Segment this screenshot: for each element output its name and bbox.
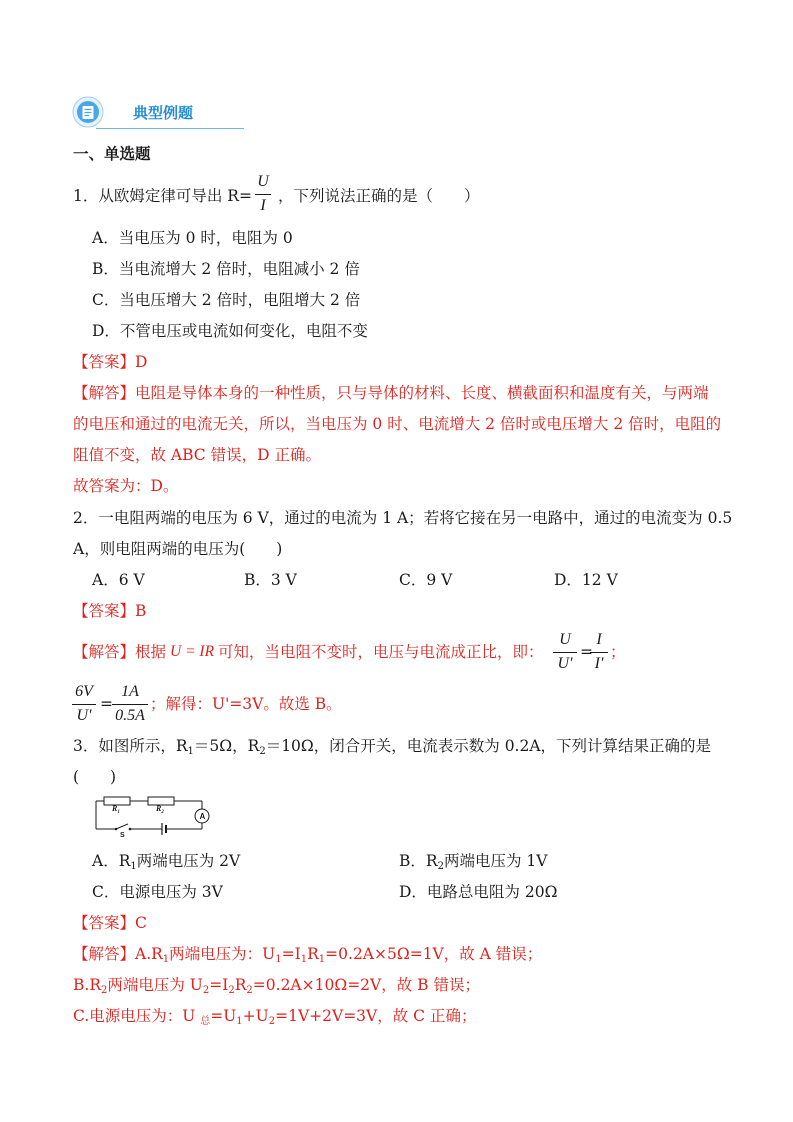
- q2-ratio-d2: I': [594, 655, 604, 672]
- q2-ratio2-n2: 1A: [121, 683, 139, 700]
- ammeter-label: A: [199, 812, 206, 821]
- r1-label: $R_1$: [112, 804, 120, 815]
- q1-explain-line-2: 的电压和通过的电流无关，所以，当电压为 0 时、电流增大 2 倍时或电压增大 2 倍时，电阻的: [73, 415, 722, 433]
- q2-ratio-tail: ；: [610, 643, 626, 661]
- q1-option-a: A．当电压为 0 时，电阻为 0: [92, 229, 293, 247]
- q2-explain-b: 可知，当电阻不变时，电压与电流成正比，即：: [218, 643, 544, 661]
- r2-label: $R_2$: [156, 804, 164, 815]
- circuit-diagram: [90, 793, 220, 837]
- q1-answer: 【答案】D: [73, 353, 148, 371]
- q1-option-d: D．不管电压或电流如何变化，电阻不变: [92, 322, 368, 340]
- q2-stem-line-2: A，则电阻两端的电压为( ): [73, 540, 283, 558]
- q2-stem-line-1: 2．一电阻两端的电压为 6 V，通过的电流为 1 A；若将它接在另一电路中，通过的电流变为 0.5: [73, 509, 733, 527]
- q3-option-c: C．电源电压为 3V: [92, 883, 223, 901]
- q1-final-answer: 故答案为：D。: [73, 477, 179, 495]
- q2-ratio2-n1: 6V: [75, 683, 93, 700]
- q2-ratio2-line2: [112, 704, 148, 705]
- q3-stem-line-2: ( ): [73, 768, 117, 786]
- q2-ratio-line1: [553, 652, 577, 653]
- q2-explain-formula: U = IR: [170, 643, 215, 660]
- q1-option-c: C．当电压增大 2 倍时，电阻增大 2 倍: [92, 291, 361, 309]
- q2-ratio2-d2: 0.5A: [115, 707, 145, 724]
- q2-result: ；解得：U'=3V。故选 B。: [150, 695, 342, 713]
- q2-ratio2-d1: U': [76, 707, 92, 724]
- switch-label: S: [120, 832, 125, 837]
- q3-option-d: D．电路总电阻为 20Ω: [399, 883, 558, 901]
- q2-option-a: A．6 V: [92, 571, 145, 589]
- q2-ratio-n1: U: [559, 631, 571, 648]
- q3-option-a: A．$R_1$两端电压为 2V: [92, 852, 241, 872]
- q1-option-b: B．当电流增大 2 倍时，电阻减小 2 倍: [92, 260, 360, 278]
- q2-explain-a: 【解答】根据: [73, 643, 167, 661]
- q3-option-b: B．$R_2$两端电压为 1V: [399, 852, 548, 872]
- q2-ratio-n2: I: [596, 631, 602, 648]
- q1-frac-num: U: [257, 173, 269, 190]
- q2-answer: 【答案】B: [73, 602, 147, 620]
- q2-ratio2-eq: =: [100, 695, 113, 713]
- q2-ratio-d1: U': [557, 655, 573, 672]
- q1-stem-a: 1．从欧姆定律可导出 R=: [73, 187, 252, 205]
- q2-option-b: B．3 V: [244, 571, 297, 589]
- q3-explain-line-3: C.电源电压为：U $_总=U_1+U_2=1V+2V=3V$，故 C 正确；: [73, 1007, 477, 1027]
- document-icon: [72, 96, 104, 128]
- q3-stem-line-1: 3．如图所示，$R_1=5\Omega$，$R_2=10\Omega$，闭合开关，电流表示数为 0.2A，下列计算结果正确的是: [73, 737, 712, 757]
- q2-option-d: D．12 V: [554, 571, 618, 589]
- q1-stem-b: ，下列说法正确的是（ ）: [278, 187, 480, 205]
- q2-option-c: C．9 V: [399, 571, 453, 589]
- q2-ratio-line2: [590, 652, 608, 653]
- section-title: 一、单选题: [73, 145, 151, 163]
- q1-frac-den: I: [260, 197, 266, 214]
- q1-frac-line: [255, 194, 271, 195]
- header-underline: [96, 128, 244, 129]
- q3-answer: 【答案】C: [73, 914, 147, 932]
- q3-explain-line-2: $B.R_2$两端电压为 $U_2=I_2R_2=0.2A\times 10\Omega=2V$，故 B 错误；: [73, 976, 480, 996]
- q2-ratio-eq: =: [580, 643, 593, 661]
- q1-explain-line-3: 阻值不变，故 ABC 错误，D 正确。: [73, 446, 321, 464]
- q2-ratio2-line1: [72, 704, 96, 705]
- q3-explain-line-1: 【解答】$A.R_1$两端电压为：$U_1=I_1R_1=0.2A\times 5\Omega=1V$，故 A 错误；: [73, 945, 543, 965]
- header-title: 典型例题: [133, 104, 194, 122]
- q1-explain-line-1: 【解答】电阻是导体本身的一种性质，只与导体的材料、长度、横截面积和温度有关，与两端: [73, 384, 709, 402]
